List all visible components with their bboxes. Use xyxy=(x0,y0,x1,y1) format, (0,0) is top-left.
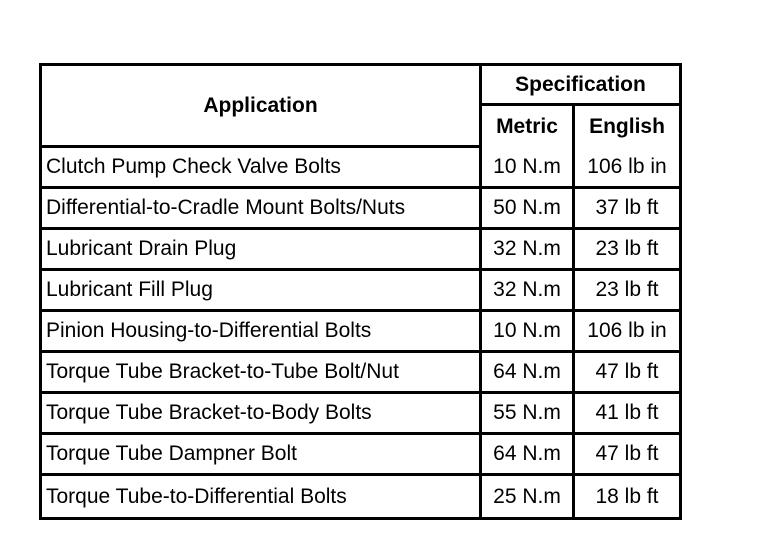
application-header: Application xyxy=(42,66,482,148)
english-cell: 106 lb in xyxy=(575,312,679,353)
application-cell: Torque Tube Bracket-to-Body Bolts xyxy=(42,394,482,435)
english-cell: 41 lb ft xyxy=(575,394,679,435)
english-cell: 23 lb ft xyxy=(575,230,679,271)
application-cell: Clutch Pump Check Valve Bolts xyxy=(42,148,482,189)
table-row xyxy=(42,353,679,394)
english-cell: 18 lb ft xyxy=(595,484,659,508)
english-header: English xyxy=(589,115,665,138)
english-cell: 106 lb in xyxy=(575,148,679,189)
metric-cell: 25 N.m xyxy=(482,476,575,517)
application-cell: Lubricant Drain Plug xyxy=(42,230,482,271)
table-row xyxy=(42,476,679,517)
table-row xyxy=(42,271,679,312)
metric-cell: 32 N.m xyxy=(482,230,575,271)
english-cell: 23 lb ft xyxy=(575,271,679,312)
table-row xyxy=(42,312,679,353)
table-row xyxy=(42,230,679,271)
metric-cell: 64 N.m xyxy=(482,353,575,394)
table-row xyxy=(42,394,679,435)
metric-header: Metric xyxy=(482,106,575,148)
metric-cell: 64 N.m xyxy=(482,435,575,476)
metric-cell: 10 N.m xyxy=(482,148,575,189)
specification-header: Specification xyxy=(482,66,679,106)
table-row xyxy=(42,189,679,230)
english-cell: 37 lb ft xyxy=(575,189,679,230)
metric-cell: 10 N.m xyxy=(482,312,575,353)
metric-cell: 55 N.m xyxy=(482,394,575,435)
torque-spec-table xyxy=(39,63,682,520)
table-body xyxy=(42,148,679,517)
english-cell: 47 lb ft xyxy=(575,353,679,394)
metric-cell: 50 N.m xyxy=(482,189,575,230)
application-cell: Torque Tube Bracket-to-Tube Bolt/Nut xyxy=(42,353,482,394)
application-cell: Lubricant Fill Plug xyxy=(42,271,482,312)
metric-cell: 32 N.m xyxy=(482,271,575,312)
english-cell: 47 lb ft xyxy=(575,435,679,476)
application-cell: Torque Tube-to-Differential Bolts xyxy=(42,476,482,517)
table-row xyxy=(42,148,679,189)
application-cell: Torque Tube Dampner Bolt xyxy=(42,435,482,476)
application-cell: Differential-to-Cradle Mount Bolts/Nuts xyxy=(42,189,482,230)
table-row xyxy=(42,435,679,476)
application-cell: Pinion Housing-to-Differential Bolts xyxy=(42,312,482,353)
